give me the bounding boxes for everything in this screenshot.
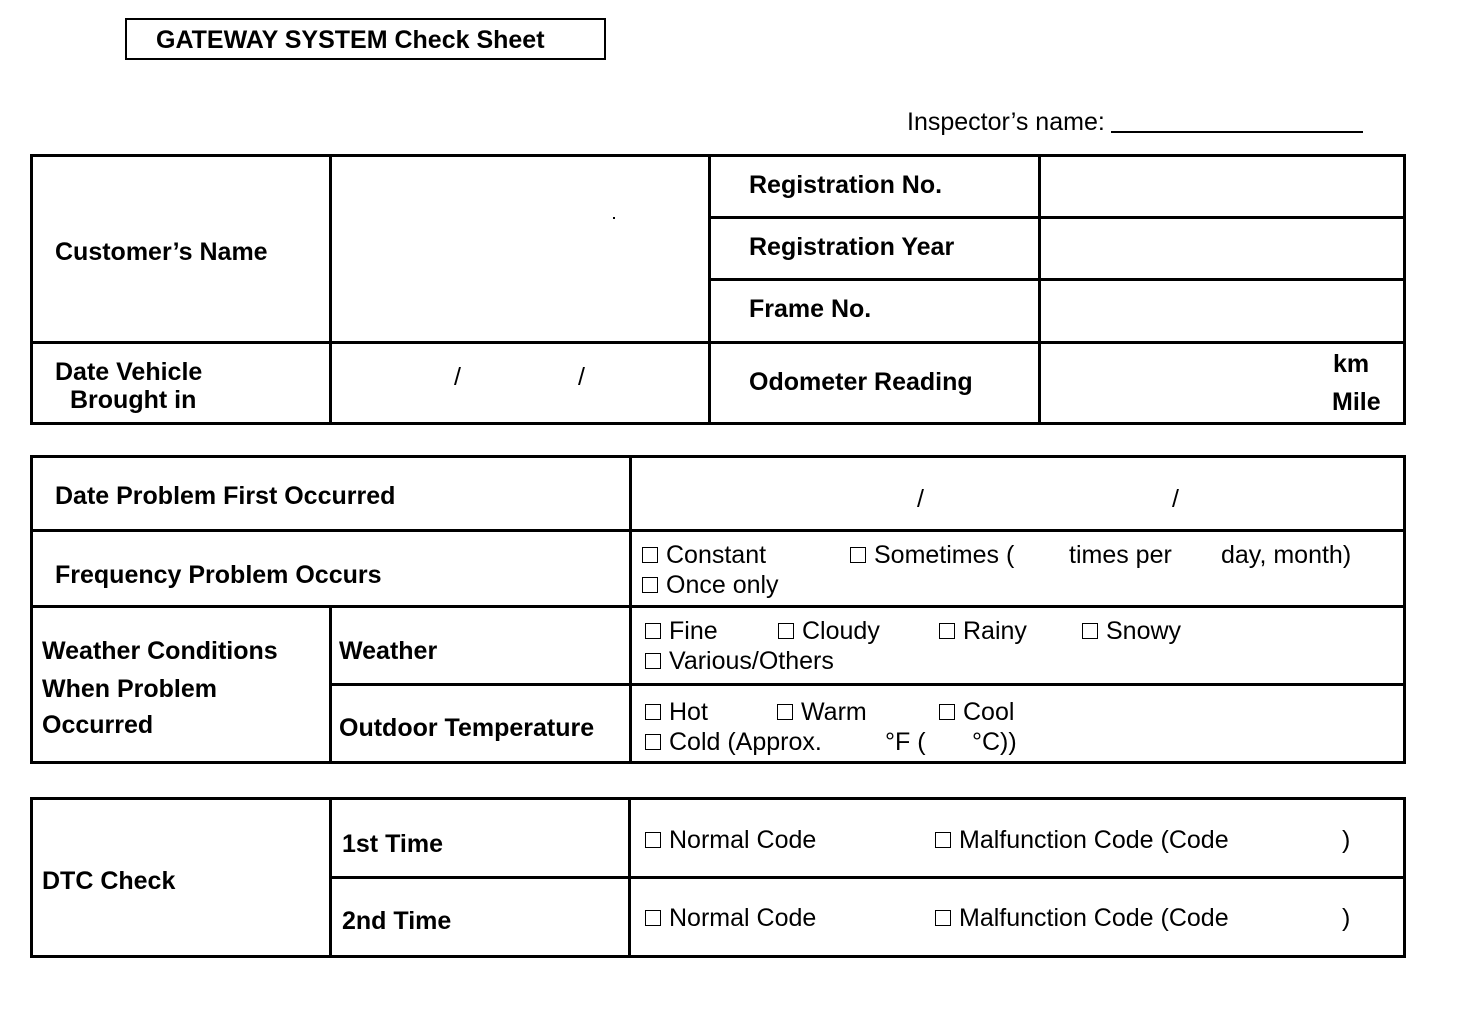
temp-fahrenheit-text: °F ( (885, 728, 926, 756)
odometer-unit-mile: Mile (1332, 388, 1381, 416)
checkbox[interactable] (645, 734, 661, 750)
checkbox[interactable] (645, 910, 661, 926)
checkbox[interactable] (777, 704, 793, 720)
dtc-check-label: DTC Check (42, 867, 176, 895)
weather-conditions-label-line3: Occurred (42, 711, 154, 739)
checkbox[interactable] (642, 547, 658, 563)
date-vehicle-slash-2: / (578, 363, 585, 391)
odometer-unit-km: km (1333, 350, 1370, 378)
weather-snowy-option[interactable]: Snowy (1082, 616, 1181, 646)
date-first-slash-1: / (917, 485, 924, 513)
checkbox[interactable] (850, 547, 866, 563)
date-first-slash-2: / (1172, 485, 1179, 513)
checkbox[interactable] (645, 832, 661, 848)
temp-cool-option[interactable]: Cool (939, 697, 1014, 727)
dtc-second-malfunction-option[interactable]: Malfunction Code (Code (935, 903, 1229, 933)
inspector-name-line[interactable] (1111, 111, 1363, 133)
weather-fine-option[interactable]: Fine (645, 616, 718, 646)
freq-day-month-text: day, month) (1221, 541, 1352, 569)
checkbox[interactable] (645, 623, 661, 639)
outdoor-temperature-label: Outdoor Temperature (339, 714, 595, 742)
dtc-first-time-label: 1st Time (342, 830, 443, 858)
inspector-label: Inspector’s name: (907, 108, 1105, 136)
page-title: GATEWAY SYSTEM Check Sheet (125, 18, 606, 60)
date-vehicle-slash-1: / (454, 363, 461, 391)
checkbox[interactable] (939, 623, 955, 639)
date-vehicle-label-line2: Brought in (70, 386, 197, 414)
checkbox[interactable] (1082, 623, 1098, 639)
temp-warm-option[interactable]: Warm (777, 697, 867, 727)
checkbox[interactable] (642, 577, 658, 593)
checkbox[interactable] (645, 704, 661, 720)
date-vehicle-label-line1: Date Vehicle (55, 358, 203, 386)
temp-hot-option[interactable]: Hot (645, 697, 708, 727)
dtc-first-malfunction-option[interactable]: Malfunction Code (Code (935, 825, 1229, 855)
inspector-name-field (907, 108, 1363, 137)
vehicle-info-table (30, 154, 1406, 425)
weather-conditions-label-line1: Weather Conditions (42, 637, 278, 665)
dtc-second-normal-option[interactable]: Normal Code (645, 903, 816, 933)
freq-once-option[interactable]: Once only (642, 570, 779, 600)
frame-no-label: Frame No. (749, 295, 872, 323)
frequency-label: Frequency Problem Occurs (55, 561, 382, 589)
dtc-first-close-paren: ) (1342, 826, 1351, 854)
dtc-second-close-paren: ) (1342, 904, 1351, 932)
weather-rainy-option[interactable]: Rainy (939, 616, 1027, 646)
weather-various-option[interactable]: Various/Others (645, 646, 834, 676)
date-first-occurred-label: Date Problem First Occurred (55, 482, 396, 510)
odometer-label: Odometer Reading (749, 368, 973, 396)
dtc-second-time-label: 2nd Time (342, 907, 452, 935)
temp-celsius-text: °C)) (972, 728, 1017, 756)
customer-name-label: Customer’s Name (55, 238, 268, 266)
checkbox[interactable] (939, 704, 955, 720)
freq-constant-option[interactable]: Constant (642, 540, 766, 570)
checkbox[interactable] (645, 653, 661, 669)
weather-conditions-label-line2: When Problem (42, 675, 218, 703)
registration-year-label: Registration Year (749, 233, 955, 261)
dtc-first-normal-option[interactable]: Normal Code (645, 825, 816, 855)
temp-cold-option[interactable]: Cold (Approx. (645, 727, 822, 757)
checkbox[interactable] (935, 910, 951, 926)
weather-cloudy-option[interactable]: Cloudy (778, 616, 880, 646)
checkbox[interactable] (778, 623, 794, 639)
freq-times-per-text: times per (1069, 541, 1172, 569)
freq-sometimes-option[interactable]: Sometimes ( (850, 540, 1014, 570)
weather-label: Weather (339, 637, 438, 665)
registration-no-label: Registration No. (749, 171, 943, 199)
checkbox[interactable] (935, 832, 951, 848)
